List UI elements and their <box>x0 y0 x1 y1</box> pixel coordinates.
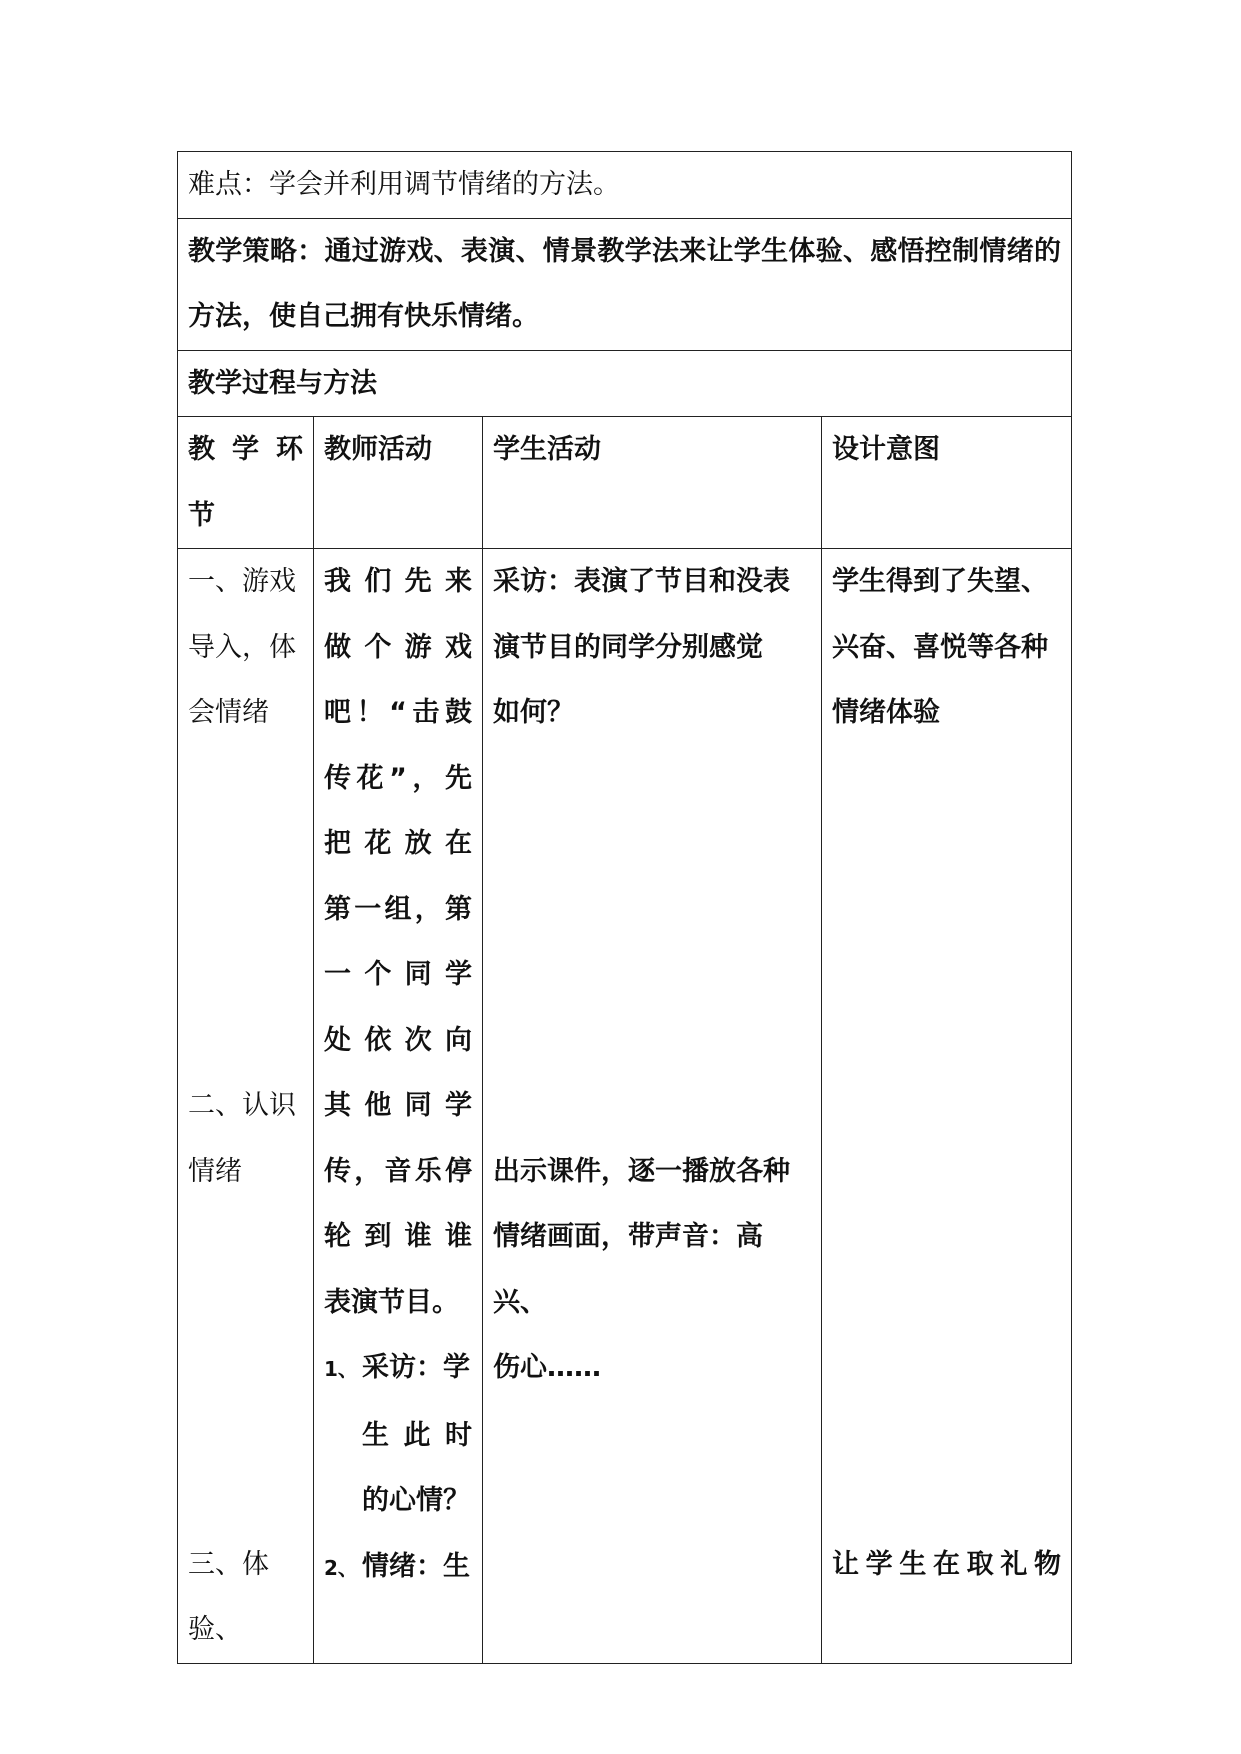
intent-spacer <box>832 1008 1061 1074</box>
stage1-line3: 会情绪 <box>188 697 269 728</box>
student-spacer <box>493 811 811 877</box>
stage-spacer <box>188 1401 303 1467</box>
intent-spacer <box>832 877 1061 943</box>
header-teacher-label: 教师活动 <box>324 434 432 465</box>
student-spacer <box>493 877 811 943</box>
student-cell <box>483 549 822 1664</box>
intent-p1-line2: 兴奋、喜悦等各种 <box>832 631 1048 663</box>
intent-p2-line1: 让学生在取礼物 <box>832 1548 1061 1580</box>
stage-spacer <box>188 1008 303 1074</box>
teacher-item-1-line2: 生此时 <box>362 1419 472 1451</box>
header-stage <box>178 417 314 549</box>
teacher-line: 处依次向 <box>324 1024 472 1056</box>
teacher-line: 轮到谁谁 <box>324 1221 472 1252</box>
difficulty-row <box>178 152 1072 219</box>
process-title-row <box>178 350 1072 417</box>
strategy-row <box>178 218 1072 350</box>
teacher-line: 第一组，第 <box>324 893 472 925</box>
teacher-item-1 <box>324 1335 472 1403</box>
stage-spacer <box>188 811 303 877</box>
stage-spacer <box>188 1335 303 1401</box>
intent-p1-line3: 情绪体验 <box>832 697 940 728</box>
intent-spacer <box>832 811 1061 877</box>
process-title-cell <box>178 350 1072 417</box>
header-row <box>178 417 1072 549</box>
header-stage-line2: 节 <box>188 499 215 531</box>
teacher-item-2-line1: 情绪：生 <box>362 1550 470 1582</box>
teacher-item-2-number: 2、 <box>324 1555 358 1580</box>
intent-p1-line1: 学生得到了失望、 <box>832 566 1048 597</box>
header-intent <box>822 417 1072 549</box>
student-p2-line3: 伤心…… <box>493 1352 601 1383</box>
stage2-line1: 二、认识 <box>188 1090 296 1121</box>
intent-spacer <box>832 1335 1061 1401</box>
intent-spacer <box>832 1204 1061 1270</box>
stage-cell <box>178 549 314 1664</box>
header-intent-label: 设计意图 <box>832 434 940 465</box>
student-spacer <box>493 746 811 812</box>
intent-cell <box>822 549 1072 1664</box>
intent-spacer <box>832 746 1061 812</box>
student-p1-line1: 采访：表演了节目和没表 <box>493 566 790 597</box>
teacher-line: 做个游戏 <box>324 631 472 663</box>
header-teacher <box>314 417 483 549</box>
stage-spacer <box>188 942 303 1008</box>
teacher-line: 其他同学 <box>324 1090 472 1121</box>
teacher-line: 吧！“击鼓 <box>324 697 472 728</box>
intent-spacer <box>832 1401 1061 1467</box>
student-p2-line2: 情绪画面，带声音：高兴、 <box>493 1221 763 1318</box>
header-student-label: 学生活动 <box>493 434 601 465</box>
stage-spacer <box>188 1270 303 1336</box>
intent-spacer <box>832 1073 1061 1139</box>
stage1-line2: 导入，体 <box>188 631 296 663</box>
intent-spacer <box>832 1139 1061 1205</box>
teacher-item-2 <box>324 1534 472 1602</box>
stage-spacer <box>188 1466 303 1532</box>
teacher-item-1-line1: 采访：学 <box>362 1352 470 1383</box>
difficulty-cell <box>178 152 1072 219</box>
strategy-text: 教学策略：通过游戏、表演、情景教学法来让学生体验、感悟控制情绪的方法，使自己拥有快乐情绪。 <box>188 235 1061 332</box>
strategy-cell <box>178 218 1072 350</box>
teacher-line: 表演节目。 <box>324 1286 459 1318</box>
stage-spacer <box>188 877 303 943</box>
teacher-item-1-number: 1、 <box>324 1357 358 1381</box>
teacher-cell <box>314 549 483 1664</box>
student-spacer <box>493 1073 811 1139</box>
header-student <box>483 417 822 549</box>
teacher-line: 一个同学 <box>324 959 472 990</box>
stage-spacer <box>188 746 303 812</box>
intent-spacer <box>832 1466 1061 1532</box>
student-spacer <box>493 942 811 1008</box>
stage1-line1: 一、游戏 <box>188 566 296 597</box>
intent-spacer <box>832 1270 1061 1336</box>
teacher-line: 我们先来 <box>324 566 472 597</box>
stage3-line1: 三、体验、 <box>188 1548 269 1645</box>
student-p1-line2: 演节目的同学分别感觉 <box>493 631 763 663</box>
process-title: 教学过程与方法 <box>188 367 377 399</box>
body-row <box>178 549 1072 1664</box>
stage2-line2: 情绪 <box>188 1155 242 1187</box>
student-spacer <box>493 1008 811 1074</box>
teacher-line: 把花放在 <box>324 828 472 859</box>
stage-spacer <box>188 1204 303 1270</box>
student-p2-line1: 出示课件，逐一播放各种 <box>493 1155 790 1187</box>
teacher-line: 传，音乐停 <box>324 1155 472 1187</box>
intent-spacer <box>832 942 1061 1008</box>
lesson-plan-table <box>177 151 1072 1664</box>
student-p1-line3: 如何？ <box>493 697 574 728</box>
difficulty-text: 难点：学会并利用调节情绪的方法。 <box>188 169 620 200</box>
header-stage-line1: 教学环 <box>188 434 303 465</box>
teacher-line: 传花”，先 <box>324 762 472 794</box>
teacher-item-1-line3: 的心情？ <box>362 1485 470 1516</box>
